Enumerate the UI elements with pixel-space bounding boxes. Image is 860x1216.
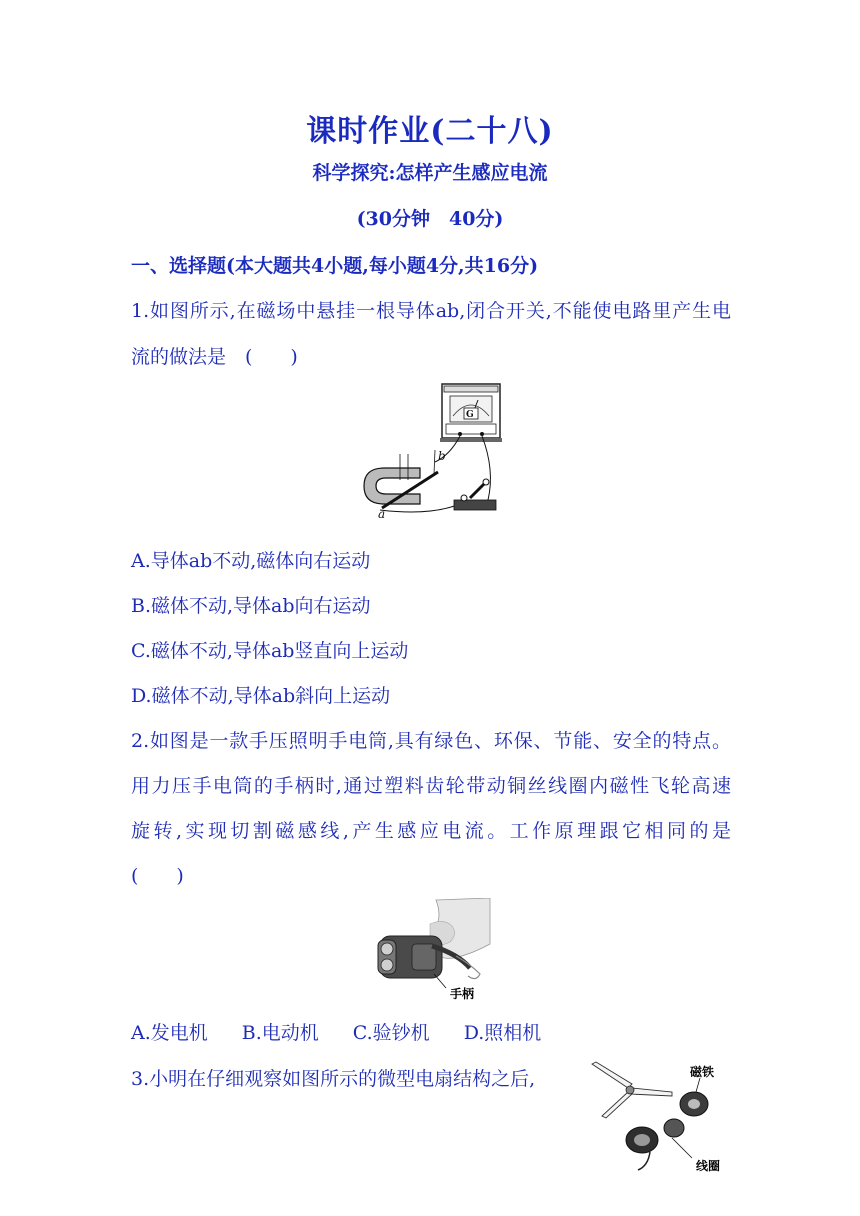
ceiling-fan-icon <box>592 1062 672 1118</box>
q3-fan-figure <box>588 1058 728 1176</box>
magnet-label: 磁铁 <box>690 1065 715 1079</box>
label-a: a <box>378 507 386 520</box>
q2-stem-line2: 用力压手电筒的手柄时,通过塑料齿轮带动铜丝线圈内磁性飞轮高速 <box>131 775 731 797</box>
q2-options <box>131 1018 575 1045</box>
q1-circuit-figure <box>360 380 510 520</box>
q1-option-c[interactable]: C.磁体不动,导体ab竖直向上运动 <box>131 640 409 662</box>
galvanometer-icon <box>440 384 502 442</box>
q1-option-a[interactable]: A.导体ab不动,磁体向右运动 <box>131 550 371 572</box>
switch-icon <box>454 479 496 510</box>
horseshoe-magnet-icon <box>364 454 420 504</box>
q1-option-b[interactable]: B.磁体不动,导体ab向右运动 <box>131 595 371 617</box>
q2-stem-line3: 旋转,实现切割磁感线,产生感应电流。工作原理跟它相同的是 <box>131 820 731 842</box>
page-subtitle: 科学探究:怎样产生感应电流 <box>312 162 548 184</box>
section-heading: 一、选择题(本大题共4小题,每小题4分,共16分) <box>131 255 539 277</box>
q1-stem-line2: 流的做法是 ( ) <box>131 346 298 368</box>
page-title: 课时作业(二十八) <box>306 114 554 149</box>
time-score-info: (30分钟 40分) <box>356 208 504 230</box>
label-b: b <box>438 449 446 463</box>
q1-stem-line1: 1.如图所示,在磁场中悬挂一根导体ab,闭合开关,不能使电路里产生电 <box>131 300 731 322</box>
galvanometer-label: G <box>466 410 474 420</box>
q2-option-b[interactable]: B.电动机 <box>241 1022 319 1044</box>
coil-label: 线圈 <box>696 1159 721 1173</box>
q2-option-c[interactable]: C.验钞机 <box>352 1022 430 1044</box>
q2-option-a[interactable]: A.发电机 <box>131 1022 208 1044</box>
q3-stem-line1: 3.小明在仔细观察如图所示的微型电扇结构之后, <box>131 1068 536 1090</box>
q2-flashlight-figure <box>372 898 496 1002</box>
q2-stem-line4: ( ) <box>131 865 184 887</box>
q2-option-d[interactable]: D.照相机 <box>463 1022 542 1044</box>
q2-stem-line1: 2.如图是一款手压照明手电筒,具有绿色、环保、节能、安全的特点。 <box>131 730 731 752</box>
q1-option-d[interactable]: D.磁体不动,导体ab斜向上运动 <box>131 685 391 707</box>
handle-label: 手柄 <box>450 987 475 1001</box>
